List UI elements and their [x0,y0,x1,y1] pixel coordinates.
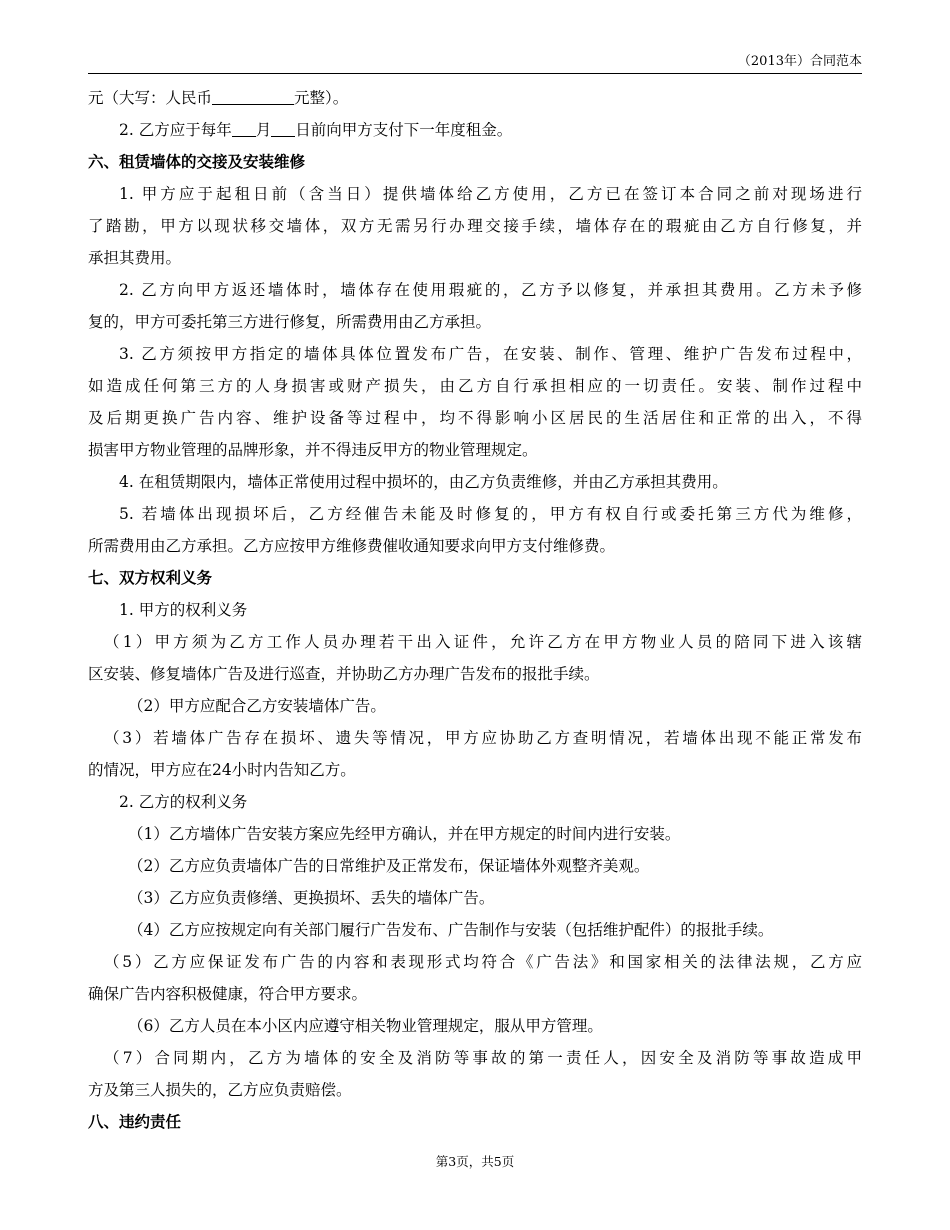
paragraph-line: 方及第三人损失的，乙方应负责赔偿。 [88,1081,352,1099]
paragraph-line: 如造成任何第三方的人身损害或财产损失，由乙方自行承担相应的一切责任。安装、制作过程中 [88,377,862,395]
paragraph-line: （2）甲方应配合乙方安装墙体广告。 [128,697,386,715]
text-segment: 元（大写：人民币 [88,89,213,107]
paragraph-line: 4. 在租赁期限内，墙体正常使用过程中损坏的，由乙方负责维修，并由乙方承担其费用。 [119,473,728,491]
page-header: （2013年）合同范本 [737,54,862,69]
paragraph-line: （4）乙方应按规定向有关部门履行广告发布、广告制作与安装（包括维护配件）的报批手续。 [128,921,774,939]
rent-amount-line [88,82,862,114]
text-segment: 月 [255,121,272,139]
subsection-heading: 2. 乙方的权利义务 [119,793,248,811]
payment-date-line [88,114,862,146]
paragraph-line: （2）乙方应负责墙体广告的日常维护及正常发布，保证墙体外观整齐美观。 [128,857,650,875]
section-heading: 八、违约责任 [88,1113,182,1131]
section-heading: 六、租赁墙体的交接及安装维修 [88,153,306,171]
blank-field [232,118,256,137]
paragraph-line: 的情况，甲方应在24小时内告知乙方。 [88,761,356,779]
paragraph-line: 及后期更换广告内容、维护设备等过程中，均不得影响小区居民的生活居住和正常的出入，不得 [88,409,862,427]
header-divider [88,73,862,74]
paragraph-line: （1）甲方须为乙方工作人员办理若干出入证件，允许乙方在甲方物业人员的陪同下进入该辖 [104,633,862,651]
subsection-heading: 1. 甲方的权利义务 [119,601,248,619]
paragraph-line: 确保广告内容积极健康，符合甲方要求。 [88,985,368,1003]
paragraph-line: （5）乙方应保证发布广告的内容和表现形式均符合《广告法》和国家相关的法律法规，乙方应 [104,953,862,971]
paragraph-line: 了踏勘，甲方以现状移交墙体，双方无需另行办理交接手续，墙体存在的瑕疵由乙方自行修复，并 [88,217,862,235]
paragraph-line: （3）若墙体广告存在损坏、遗失等情况，甲方应协助乙方查明情况，若墙体出现不能正常发布 [104,729,862,747]
paragraph-line: 所需费用由乙方承担。乙方应按甲方维修费催收通知要求向甲方支付维修费。 [88,537,616,555]
paragraph-line: （6）乙方人员在本小区内应遵守相关物业管理规定，服从甲方管理。 [128,1017,603,1035]
paragraph-line: 3. 乙方须按甲方指定的墙体具体位置发布广告，在安装、制作、管理、维护广告发布过程中， [119,345,862,363]
paragraph-line: 复的，甲方可委托第三方进行修复，所需费用由乙方承担。 [88,313,492,331]
text-segment: 元整）。 [294,89,349,107]
paragraph-line: 2. 乙方向甲方返还墙体时，墙体存在使用瑕疵的，乙方予以修复，并承担其费用。乙方未予修 [119,281,862,299]
paragraph-line: 承担其费用。 [88,249,182,267]
paragraph-line: （7）合同期内，乙方为墙体的安全及消防等事故的第一责任人，因安全及消防等事故造成甲 [104,1049,862,1067]
paragraph-line: 1. 甲方应于起租日前（含当日）提供墙体给乙方使用，乙方已在签订本合同之前对现场进行 [119,185,862,203]
blank-field [212,86,294,105]
paragraph-line: 损害甲方物业管理的品牌形象，并不得违反甲方的物业管理规定。 [88,441,538,459]
text-segment: 2. 乙方应于每年 [119,121,232,139]
section-heading: 七、双方权利义务 [88,569,213,587]
paragraph-line: （1）乙方墙体广告安装方案应先经甲方确认，并在甲方规定的时间内进行安装。 [128,825,681,843]
paragraph-line: （3）乙方应负责修缮、更换损坏、丢失的墙体广告。 [128,889,495,907]
blank-field [271,118,295,137]
paragraph-line: 5. 若墙体出现损坏后，乙方经催告未能及时修复的，甲方有权自行或委托第三方代为维修， [119,505,862,523]
document-body [88,82,862,1138]
paragraph-line: 区安装、修复墙体广告及进行巡查，并协助乙方办理广告发布的报批手续。 [88,665,600,683]
page-footer: 第3页，共5页 [435,1154,515,1169]
text-segment: 日前向甲方支付下一年度租金。 [295,121,513,139]
